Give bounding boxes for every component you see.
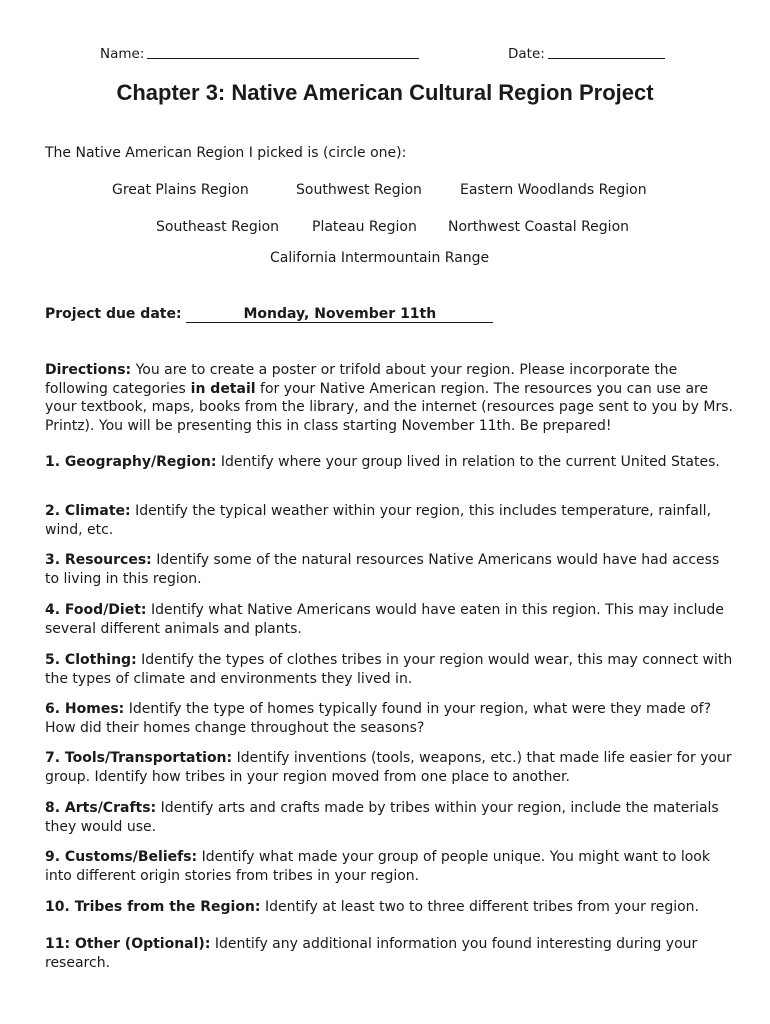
category-item bbox=[45, 502, 735, 539]
category-label: 6. Homes: bbox=[45, 701, 125, 717]
category-text: Identify the types of clothes tribes in your region would wear, this may connect with the types of climate and environments they lived in. bbox=[45, 652, 733, 687]
due-date-label: Project due date: bbox=[45, 306, 182, 322]
category-item bbox=[45, 651, 735, 688]
region-option-eastern-woodlands[interactable]: Eastern Woodlands Region bbox=[460, 182, 647, 198]
date-label: Date: bbox=[508, 46, 545, 62]
category-item bbox=[45, 601, 735, 638]
name-blank-line[interactable] bbox=[147, 57, 419, 59]
category-text: Identify what Native Americans would have eaten in this region. This may include several different animals and plants. bbox=[45, 602, 724, 637]
category-text: Identify any additional information you found interesting during your research. bbox=[45, 936, 698, 971]
category-label: 8. Arts/Crafts: bbox=[45, 800, 157, 816]
name-field[interactable] bbox=[100, 46, 419, 62]
category-text: Identify where your group lived in relation to the current United States. bbox=[216, 454, 720, 470]
region-option-southeast[interactable]: Southeast Region bbox=[156, 219, 280, 235]
category-text: Identify the typical weather within your region, this includes temperature, rainfall, wind, etc. bbox=[45, 503, 712, 538]
date-blank-line[interactable] bbox=[548, 57, 665, 59]
directions-text-1: You are to create a poster or trifold about your region. Please incorporate the following categories bbox=[45, 362, 678, 397]
category-text: Identify the type of homes typically found in your region, what were they made of? How did their homes change throughout the seasons? bbox=[45, 701, 712, 736]
directions-paragraph bbox=[45, 361, 735, 435]
directions-label: Directions: bbox=[45, 362, 132, 378]
category-item bbox=[45, 453, 735, 472]
region-option-great-plains[interactable]: Great Plains Region bbox=[112, 182, 249, 198]
region-prompt: The Native American Region I picked is (circle one): bbox=[45, 145, 407, 161]
category-label: 4. Food/Diet: bbox=[45, 602, 147, 618]
name-label: Name: bbox=[100, 46, 145, 62]
date-field[interactable] bbox=[508, 46, 665, 62]
region-option-plateau[interactable]: Plateau Region bbox=[312, 219, 417, 235]
category-item bbox=[45, 799, 735, 836]
category-item bbox=[45, 848, 735, 885]
due-date bbox=[45, 306, 493, 323]
directions-text-2: for your Native American region. The resources you can use are your textbook, maps, books from the library, and the internet (resources page sent to you by Mrs. Printz). You will be presenting this in class starting November 11th. Be prepared! bbox=[45, 380, 733, 434]
category-text: Identify arts and crafts made by tribes within your region, include the materials they would use. bbox=[45, 800, 719, 835]
region-option-california-intermountain[interactable]: California Intermountain Range bbox=[270, 250, 490, 266]
due-date-value: Monday, November 11th bbox=[186, 306, 493, 323]
category-text: Identify inventions (tools, weapons, etc.) that made life easier for your group. Identify how tribes in your region moved from one place to another. bbox=[45, 750, 732, 785]
category-item bbox=[45, 898, 735, 917]
category-label: 5. Clothing: bbox=[45, 652, 137, 668]
category-text: Identify some of the natural resources Native Americans would have had access to living in this region. bbox=[45, 552, 720, 587]
category-item bbox=[45, 749, 735, 786]
region-option-southwest[interactable]: Southwest Region bbox=[296, 182, 422, 198]
category-label: 10. Tribes from the Region: bbox=[45, 899, 261, 915]
category-label: 3. Resources: bbox=[45, 552, 152, 568]
category-item bbox=[45, 935, 735, 972]
category-label: 7. Tools/Transportation: bbox=[45, 750, 233, 766]
category-text: Identify what made your group of people unique. You might want to look into different origin stories from tribes in your region. bbox=[45, 849, 710, 884]
category-text: Identify at least two to three different tribes from your region. bbox=[260, 899, 700, 915]
category-label: 2. Climate: bbox=[45, 503, 131, 519]
category-label: 11: Other (Optional): bbox=[45, 936, 211, 952]
category-item bbox=[45, 551, 735, 588]
directions-emphasis: in detail bbox=[185, 380, 256, 397]
category-label: 1. Geography/Region: bbox=[45, 454, 217, 470]
page-title: Chapter 3: Native American Cultural Region Project bbox=[116, 80, 654, 105]
category-item bbox=[45, 700, 735, 737]
category-label: 9. Customs/Beliefs: bbox=[45, 849, 198, 865]
region-option-northwest-coastal[interactable]: Northwest Coastal Region bbox=[448, 219, 630, 235]
